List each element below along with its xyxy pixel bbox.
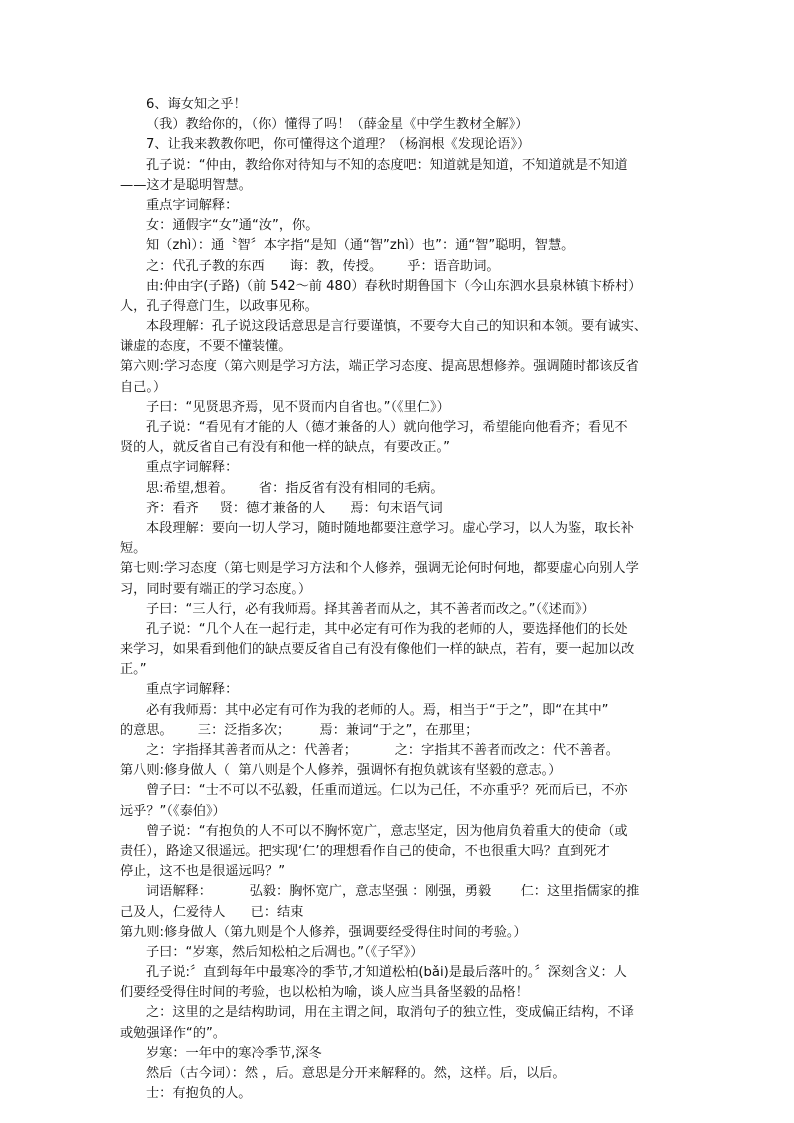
text-line: 士：有抱负的人。 — [146, 1086, 252, 1102]
text-line: 的意思。 三：泛指多次； 焉：兼词“于之”，在那里； — [120, 722, 479, 738]
text-line: 远乎？”（《泰伯》） — [120, 803, 226, 819]
text-line: 孔子说：“仲由，教给你对待知与不知的态度吧：知道就是知道，不知道就是不知道 — [146, 157, 628, 173]
text-line: 自己。） — [120, 379, 167, 395]
text-line: 第九则:修身做人（第九则是个人修养，强调要经受得住时间的考验。） — [120, 924, 527, 940]
text-line: 谦虚的态度，不要不懂装懂。 — [120, 339, 292, 355]
text-line: 7、让我来教教你吧，你可懂得这个道理？（杨润根《发现论语》） — [146, 137, 531, 153]
text-line: 之：代孔子教的东西 诲：教，传授。 乎：语音助词。 — [146, 258, 500, 274]
text-line: 孔子说：“看见有才能的人（德才兼备的人）就向他学习，希望能向他看齐；看见不 — [146, 420, 628, 435]
text-line: 岁寒：一年中的寒冷季节,深冬 — [146, 1045, 322, 1061]
text-line: 必有我师焉：其中必定有可作为我的老师的人。焉，相当于“于之”，即“在其中” — [146, 702, 609, 718]
text-line: 6、诲女知之乎！ — [146, 97, 247, 112]
text-line: 词语解释： 弘毅：胸怀宽广，意志坚强 ：刚强，勇毅 仁：这里指儒家的推 — [146, 884, 640, 900]
text-line: ——这才是聪明智慧。 — [120, 177, 252, 193]
text-line: 之：这里的之是结构助词，用在主谓之间，取消句子的独立性，变成偏正结构，不译 — [146, 1005, 634, 1021]
text-line: 责任），路途又很遥远。把实现‘仁’的理想看作自己的使命，不也很重大吗？直到死才 — [120, 843, 610, 859]
text-line: 或勉强译作“的”。 — [120, 1025, 226, 1041]
text-line: 己及人，仁爱待人 已：结束 — [120, 904, 304, 920]
text-line: 齐：看齐 贤：德才兼备的人 焉：句末语气词 — [146, 500, 443, 516]
text-line: 本段理解：要向一切人学习，随时随地都要注意学习。虚心学习，以人为鉴，取长补 — [146, 520, 634, 536]
text-line: 本段理解：孔子说这段话意思是言行要谨慎，不要夸大自己的知识和本领。要有诚实、 — [146, 319, 648, 335]
text-line: 子曰：“见贤思齐焉，见不贤而内自省也。”（《里仁》） — [146, 399, 450, 415]
text-line: 来学习，如果看到他们的缺点要反省自己有没有像他们一样的缺点，若有，要一起加以改 — [120, 642, 635, 658]
text-line: 停止，这不也是很遥远吗？” — [120, 864, 286, 880]
text-line: 女：通假字“女”通“汝”，你。 — [146, 218, 319, 234]
text-line: 重点字词解释： — [146, 197, 239, 213]
text-line: 思:希望,想着。 省：指反省有没有相同的毛病。 — [146, 480, 444, 496]
text-line: 正。” — [120, 662, 147, 678]
text-line: 短。 — [120, 541, 147, 557]
text-line: 曾子曰：“士不可以不弘毅，任重而道远。仁以为己任，不亦重乎？死而后已，不亦 — [146, 783, 628, 799]
text-line: 然后（古今词）：然 ，后。意思是分开来解释的。然，这样。后，以后。 — [146, 1066, 566, 1081]
text-line: 之：字指择其善者而从之：代善者； 之：字指其不善者而改之：代不善者。 — [146, 743, 619, 758]
text-line: 重点字词解释： — [146, 460, 239, 476]
text-line: 人，孔子得意门生，以政事见称。 — [120, 298, 318, 314]
text-line: 第六则:学习态度（第六则是学习方法，端正学习态度、提高思想修养。强调随时都该反省 — [120, 359, 639, 375]
text-line: 知（zhì）：通〝智〞本字指“是知（通“智”zhì）也”：通“智”聪明，智慧。 — [146, 238, 575, 254]
text-line: 由:仲由字(子路)（前 542～前 480）春秋时期鲁国卞（今山东泗水县泉林镇卞桥村） — [146, 278, 642, 294]
text-line: 贤的人，就反省自己有没有和他一样的缺点，有要改正。” — [120, 440, 450, 456]
text-line: 孔子说：“几个人在一起行走，其中必定有可作为我的老师的人，要选择他们的长处 — [146, 621, 628, 637]
text-line: 们要经受得住时间的考验，也以松柏为喻，谈人应当具备坚毅的品格！ — [120, 985, 529, 1001]
text-line: 子曰：“三人行，必有我师焉。择其善者而从之，其不善者而改之。”（《述而》） — [146, 601, 595, 617]
text-line: 曾子说：“有抱负的人不可以不胸怀宽广，意志坚定，因为他肩负着重大的使命（或 — [146, 823, 628, 839]
text-line: 子曰：“岁寒，然后知松柏之后凋也。”（《子罕》） — [146, 944, 424, 960]
text-line: 第七则:学习态度（第七则是学习方法和个人修养，强调无论何时何地，都要虚心向别人学 — [120, 561, 639, 577]
text-line: 重点字词解释： — [146, 682, 239, 698]
text-line: （我）教给你的，（你）懂得了吗！（薛金星《中学生教材全解》） — [146, 117, 529, 133]
document-body — [120, 95, 680, 1104]
text-line: 孔子说:〞直到每年中最寒冷的季节,才知道松柏(bǎi)是最后落叶的。〞深刻含义：人 — [146, 965, 627, 981]
text-line: 习，同时要有端正的学习态度。） — [120, 581, 312, 597]
text-line: 第八则:修身做人（ 第八则是个人修养，强调怀有抱负就该有坚毅的意志。） — [120, 763, 562, 779]
